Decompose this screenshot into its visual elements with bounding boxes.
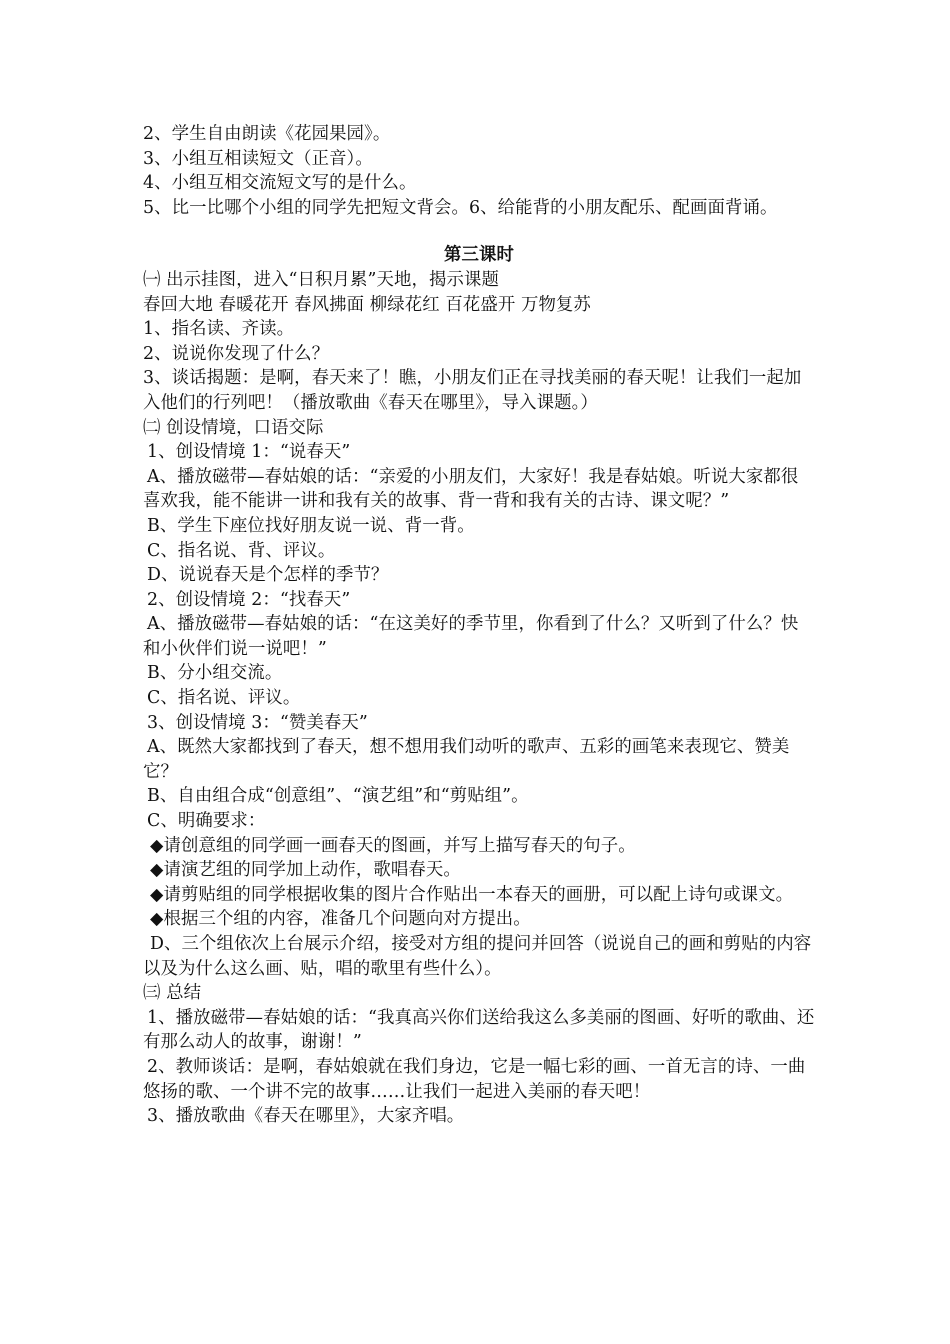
text-line: 1、创设情境 1：“说春天” [147,442,351,463]
text-line: C、明确要求： [147,811,266,832]
section-heading: ㈠ 出示挂图，进入“日积月累”天地，揭示课题 [143,269,499,290]
section-heading: ㈢ 总结 [143,983,202,1004]
text-line: B、自由组合成“创意组”、“演艺组”和“剪贴组”。 [147,786,529,807]
blank-line [143,220,815,243]
text-line: D、说说春天是个怎样的季节？ [147,565,389,586]
text-line: 3、创设情境 3：“赞美春天” [147,712,368,733]
paragraph: 3、谈话揭题：是啊，春天来了！瞧，小朋友们正在寻找美丽的春天呢！让我们一起加入他们的行列吧！（播放歌曲《春天在哪里》，导入课题。） [143,368,802,413]
paragraph: 1、播放磁带—春姑娘的话：“我真高兴你们送给我这么多美丽的图画、好听的歌曲、还有那么动人的故事，谢谢！” [143,1007,815,1053]
text-line: 2、学生自由朗读《花园果园》。 [143,124,391,144]
paragraph: D、三个组依次上台展示介绍，接受对方组的提问并回答（说说自己的画和剪贴的内容以及为什么这么画、贴，唱的歌里有些什么）。 [143,934,812,979]
paragraph: A、既然大家都找到了春天，想不想用我们动听的歌声、五彩的画笔来表现它、赞美它？ [143,737,790,782]
text-line: B、学生下座位找好朋友说一说、背一背。 [147,515,475,536]
text-line: 2、创设情境 2：“找春天” [147,589,351,610]
text-line: 3、播放歌曲《春天在哪里》，大家齐唱。 [147,1106,465,1127]
bullet-item: ◆请演艺组的同学加上动作，歌唱春天。 [150,860,461,881]
bullet-item: ◆请创意组的同学画一画春天的图画，并写上描写春天的句子。 [150,835,636,856]
text-line: 3、小组互相读短文（正音）。 [143,148,373,169]
document-page [143,122,815,1129]
bullet-item: ◆根据三个组的内容，准备几个问题向对方提出。 [150,909,531,930]
text-line: C、指名说、评议。 [147,688,301,709]
section-title: 第三课时 [444,245,514,266]
text-line: 5、比一比哪个小组的同学先把短文背会。6、给能背的小朋友配乐、配画面背诵。 [143,197,778,218]
paragraph: A、播放磁带—春姑娘的话：“亲爱的小朋友们，大家好！我是春姑娘。听说大家都很喜欢我，能不能讲一讲和我有关的故事、背一背和我有关的古诗、课文呢？” [143,466,799,512]
bullet-item: ◆请剪贴组的同学根据收集的图片合作贴出一本春天的画册，可以配上诗句或课文。 [150,884,794,905]
text-line: B、分小组交流。 [147,663,283,684]
text-line: C、指名说、背、评议。 [147,540,336,561]
paragraph: 2、教师谈话：是啊，春姑娘就在我们身边，它是一幅七彩的画、一首无言的诗、一曲悠扬的歌、一个讲不完的故事……让我们一起进入美丽的春天吧！ [143,1056,806,1102]
text-line: 2、说说你发现了什么？ [143,343,330,364]
text-line: 1、指名读、齐读。 [143,319,295,340]
text-line: 4、小组互相交流短文写的是什么。 [143,173,417,194]
idiom-list: 春回大地 春暖花开 春风拂面 柳绿花红 百花盛开 万物复苏 [143,294,591,315]
paragraph: A、播放磁带—春姑娘的话：“在这美好的季节里，你看到了什么？又听到了什么？快和小伙伴们说一说吧！” [143,614,799,659]
section-heading: ㈡ 创设情境，口语交际 [143,417,324,438]
